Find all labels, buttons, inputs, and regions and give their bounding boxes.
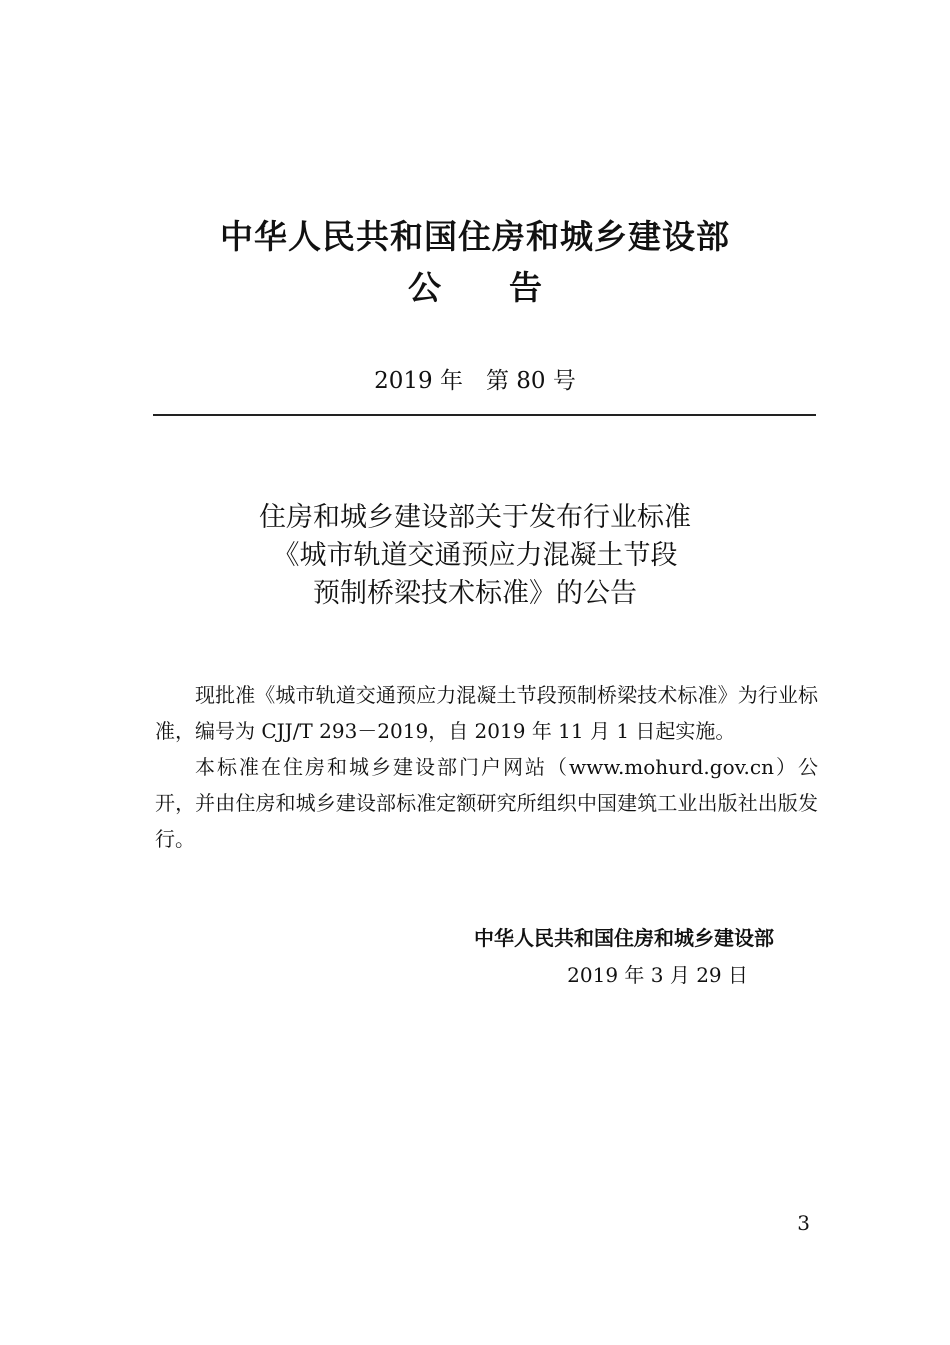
headline-line-3: 预制桥梁技术标准》的公告: [313, 578, 637, 609]
body-paragraph-publication: 本标准在住房和城乡建设部门户网站（www.mohurd.gov.cn）公开，并由住房和城乡建设部标准定额研究所组织中国建筑工业出版社出版发行。: [155, 755, 818, 851]
ministry-title: 中华人民共和国住房和城乡建设部: [220, 217, 730, 256]
issue-number: 2019 年 第 80 号: [374, 368, 576, 394]
signatory: 中华人民共和国住房和城乡建设部: [474, 926, 774, 950]
notice-body: [155, 677, 818, 857]
headline-line-2: 《城市轨道交通预应力混凝土节段: [272, 540, 678, 571]
notice-headline: [0, 499, 950, 613]
notice-heading: 公告: [408, 268, 610, 307]
header-divider: [153, 414, 816, 416]
page-number: 3: [797, 1211, 810, 1235]
body-paragraph-approval: 现批准《城市轨道交通预应力混凝土节段预制桥梁技术标准》为行业标准，编号为 CJJ/T 293－2019，自 2019 年 11 月 1 日起实施。: [155, 683, 818, 743]
signing-date: 2019 年 3 月 29 日: [567, 963, 748, 987]
headline-line-1: 住房和城乡建设部关于发布行业标准: [259, 502, 691, 533]
